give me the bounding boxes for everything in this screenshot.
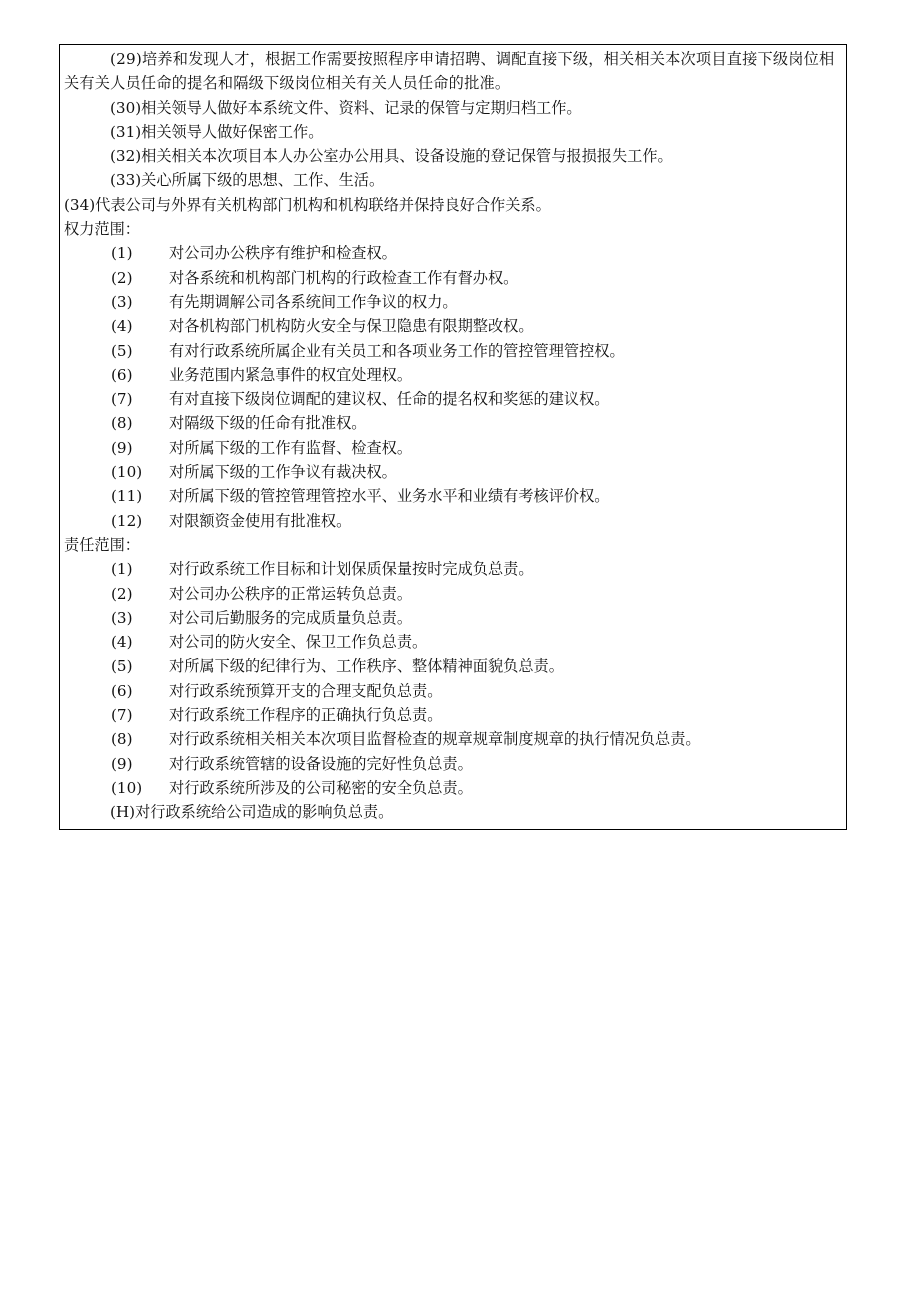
item-text: 对行政系统相关相关本次项目监督检查的规章规章制度规章的执行情况负总责。 — [169, 730, 701, 749]
item-text: 有先期调解公司各系统间工作争议的权力。 — [169, 292, 458, 311]
item-text: 对公司办公秩序有维护和检查权。 — [169, 244, 397, 263]
item-text: 对公司办公秩序的正常运转负总责。 — [169, 584, 412, 603]
authority-item — [64, 387, 842, 411]
responsibility-item — [64, 752, 842, 776]
item-text: 对行政系统工作程序的正确执行负总责。 — [169, 706, 443, 725]
item-text: 对各系统和机构部门机构的行政检查工作有督办权。 — [169, 268, 519, 287]
item-number: (12) — [111, 511, 143, 530]
item-text: 对行政系统管辖的设备设施的完好性负总责。 — [169, 754, 473, 773]
item-text: 对公司后勤服务的完成质量负总责。 — [169, 608, 412, 627]
item-text: 对所属下级的工作有监督、检查权。 — [169, 438, 412, 457]
duty-item-29: (29)培养和发现人才，根据工作需要按照程序申请招聘、调配直接下级，相关相关本次项目直接下级岗位相关有关人员任命的提名和隔级下级岗位相关有关人员任命的批准。 — [64, 50, 835, 93]
authority-item — [64, 460, 842, 484]
authority-heading: 权力范围： — [64, 220, 140, 239]
responsibility-item — [64, 776, 842, 800]
item-number: (2) — [111, 268, 133, 287]
item-number: (7) — [111, 706, 133, 725]
item-number: (1) — [111, 244, 133, 263]
item-number: (9) — [111, 754, 133, 773]
item-text: 对限额资金使用有批准权。 — [169, 511, 352, 530]
item-number: (11) — [111, 487, 143, 506]
item-number: (5) — [111, 341, 133, 360]
responsibility-item — [64, 557, 842, 581]
duty-item-30: (30)相关领导人做好本系统文件、资料、记录的保管与定期归档工作。 — [110, 98, 582, 117]
item-number: (8) — [111, 414, 133, 433]
document-table-cell — [59, 44, 847, 830]
responsibility-item — [64, 654, 842, 678]
item-number: (10) — [111, 778, 143, 797]
duty-item-33: (33)关心所属下级的思想、工作、生活。 — [110, 171, 385, 190]
authority-item — [64, 436, 842, 460]
item-number: (4) — [111, 633, 133, 652]
item-text: 对行政系统工作目标和计划保质保量按时完成负总责。 — [169, 560, 534, 579]
responsibility-item — [64, 727, 842, 751]
item-number: (10) — [111, 463, 143, 482]
item-number: (4) — [111, 317, 133, 336]
item-number: (6) — [111, 365, 133, 384]
item-text: 对行政系统所涉及的公司秘密的安全负总责。 — [169, 778, 473, 797]
authority-item — [64, 314, 842, 338]
item-number: (8) — [111, 730, 133, 749]
item-text: 业务范围内紧急事件的权宜处理权。 — [169, 365, 412, 384]
authority-list — [64, 241, 842, 533]
item-number: (7) — [111, 390, 133, 409]
authority-item — [64, 411, 842, 435]
responsibility-item — [64, 703, 842, 727]
responsibility-item — [64, 606, 842, 630]
item-number: (3) — [111, 608, 133, 627]
responsibility-item — [64, 630, 842, 654]
authority-item — [64, 241, 842, 265]
item-text: 有对行政系统所属企业有关员工和各项业务工作的管控管理管控权。 — [169, 341, 625, 360]
item-text: 对行政系统预算开支的合理支配负总责。 — [169, 681, 443, 700]
item-number: (6) — [111, 681, 133, 700]
item-text: 对隔级下级的任命有批准权。 — [169, 414, 367, 433]
item-number: (3) — [111, 292, 133, 311]
duty-item-34: (34)代表公司与外界有关机构部门机构和机构联络并保持良好合作关系。 — [64, 195, 551, 214]
item-text: 对公司的防火安全、保卫工作负总责。 — [169, 633, 428, 652]
item-text: 对各机构部门机构防火安全与保卫隐患有限期整改权。 — [169, 317, 534, 336]
responsibility-item — [64, 679, 842, 703]
item-number: (9) — [111, 438, 133, 457]
authority-item — [64, 266, 842, 290]
responsibility-heading: 责任范围： — [64, 535, 140, 554]
item-text: 对所属下级的工作争议有裁决权。 — [169, 463, 397, 482]
responsibility-item-last: (H)对行政系统给公司造成的影响负总责。 — [110, 803, 394, 822]
authority-item — [64, 290, 842, 314]
item-number: (2) — [111, 584, 133, 603]
item-text: 对所属下级的纪律行为、工作秩序、整体精神面貌负总责。 — [169, 657, 564, 676]
authority-item — [64, 509, 842, 533]
duty-item-32: (32)相关相关本次项目本人办公室办公用具、设备设施的登记保管与报损报失工作。 — [110, 147, 673, 166]
item-number: (5) — [111, 657, 133, 676]
authority-item — [64, 339, 842, 363]
authority-item — [64, 484, 842, 508]
item-text: 有对直接下级岗位调配的建议权、任命的提名权和奖惩的建议权。 — [169, 390, 610, 409]
duty-item-31: (31)相关领导人做好保密工作。 — [110, 122, 324, 141]
item-text: 对所属下级的管控管理管控水平、业务水平和业绩有考核评价权。 — [169, 487, 610, 506]
responsibility-item — [64, 582, 842, 606]
responsibility-list — [64, 557, 842, 800]
item-number: (1) — [111, 560, 133, 579]
authority-item — [64, 363, 842, 387]
